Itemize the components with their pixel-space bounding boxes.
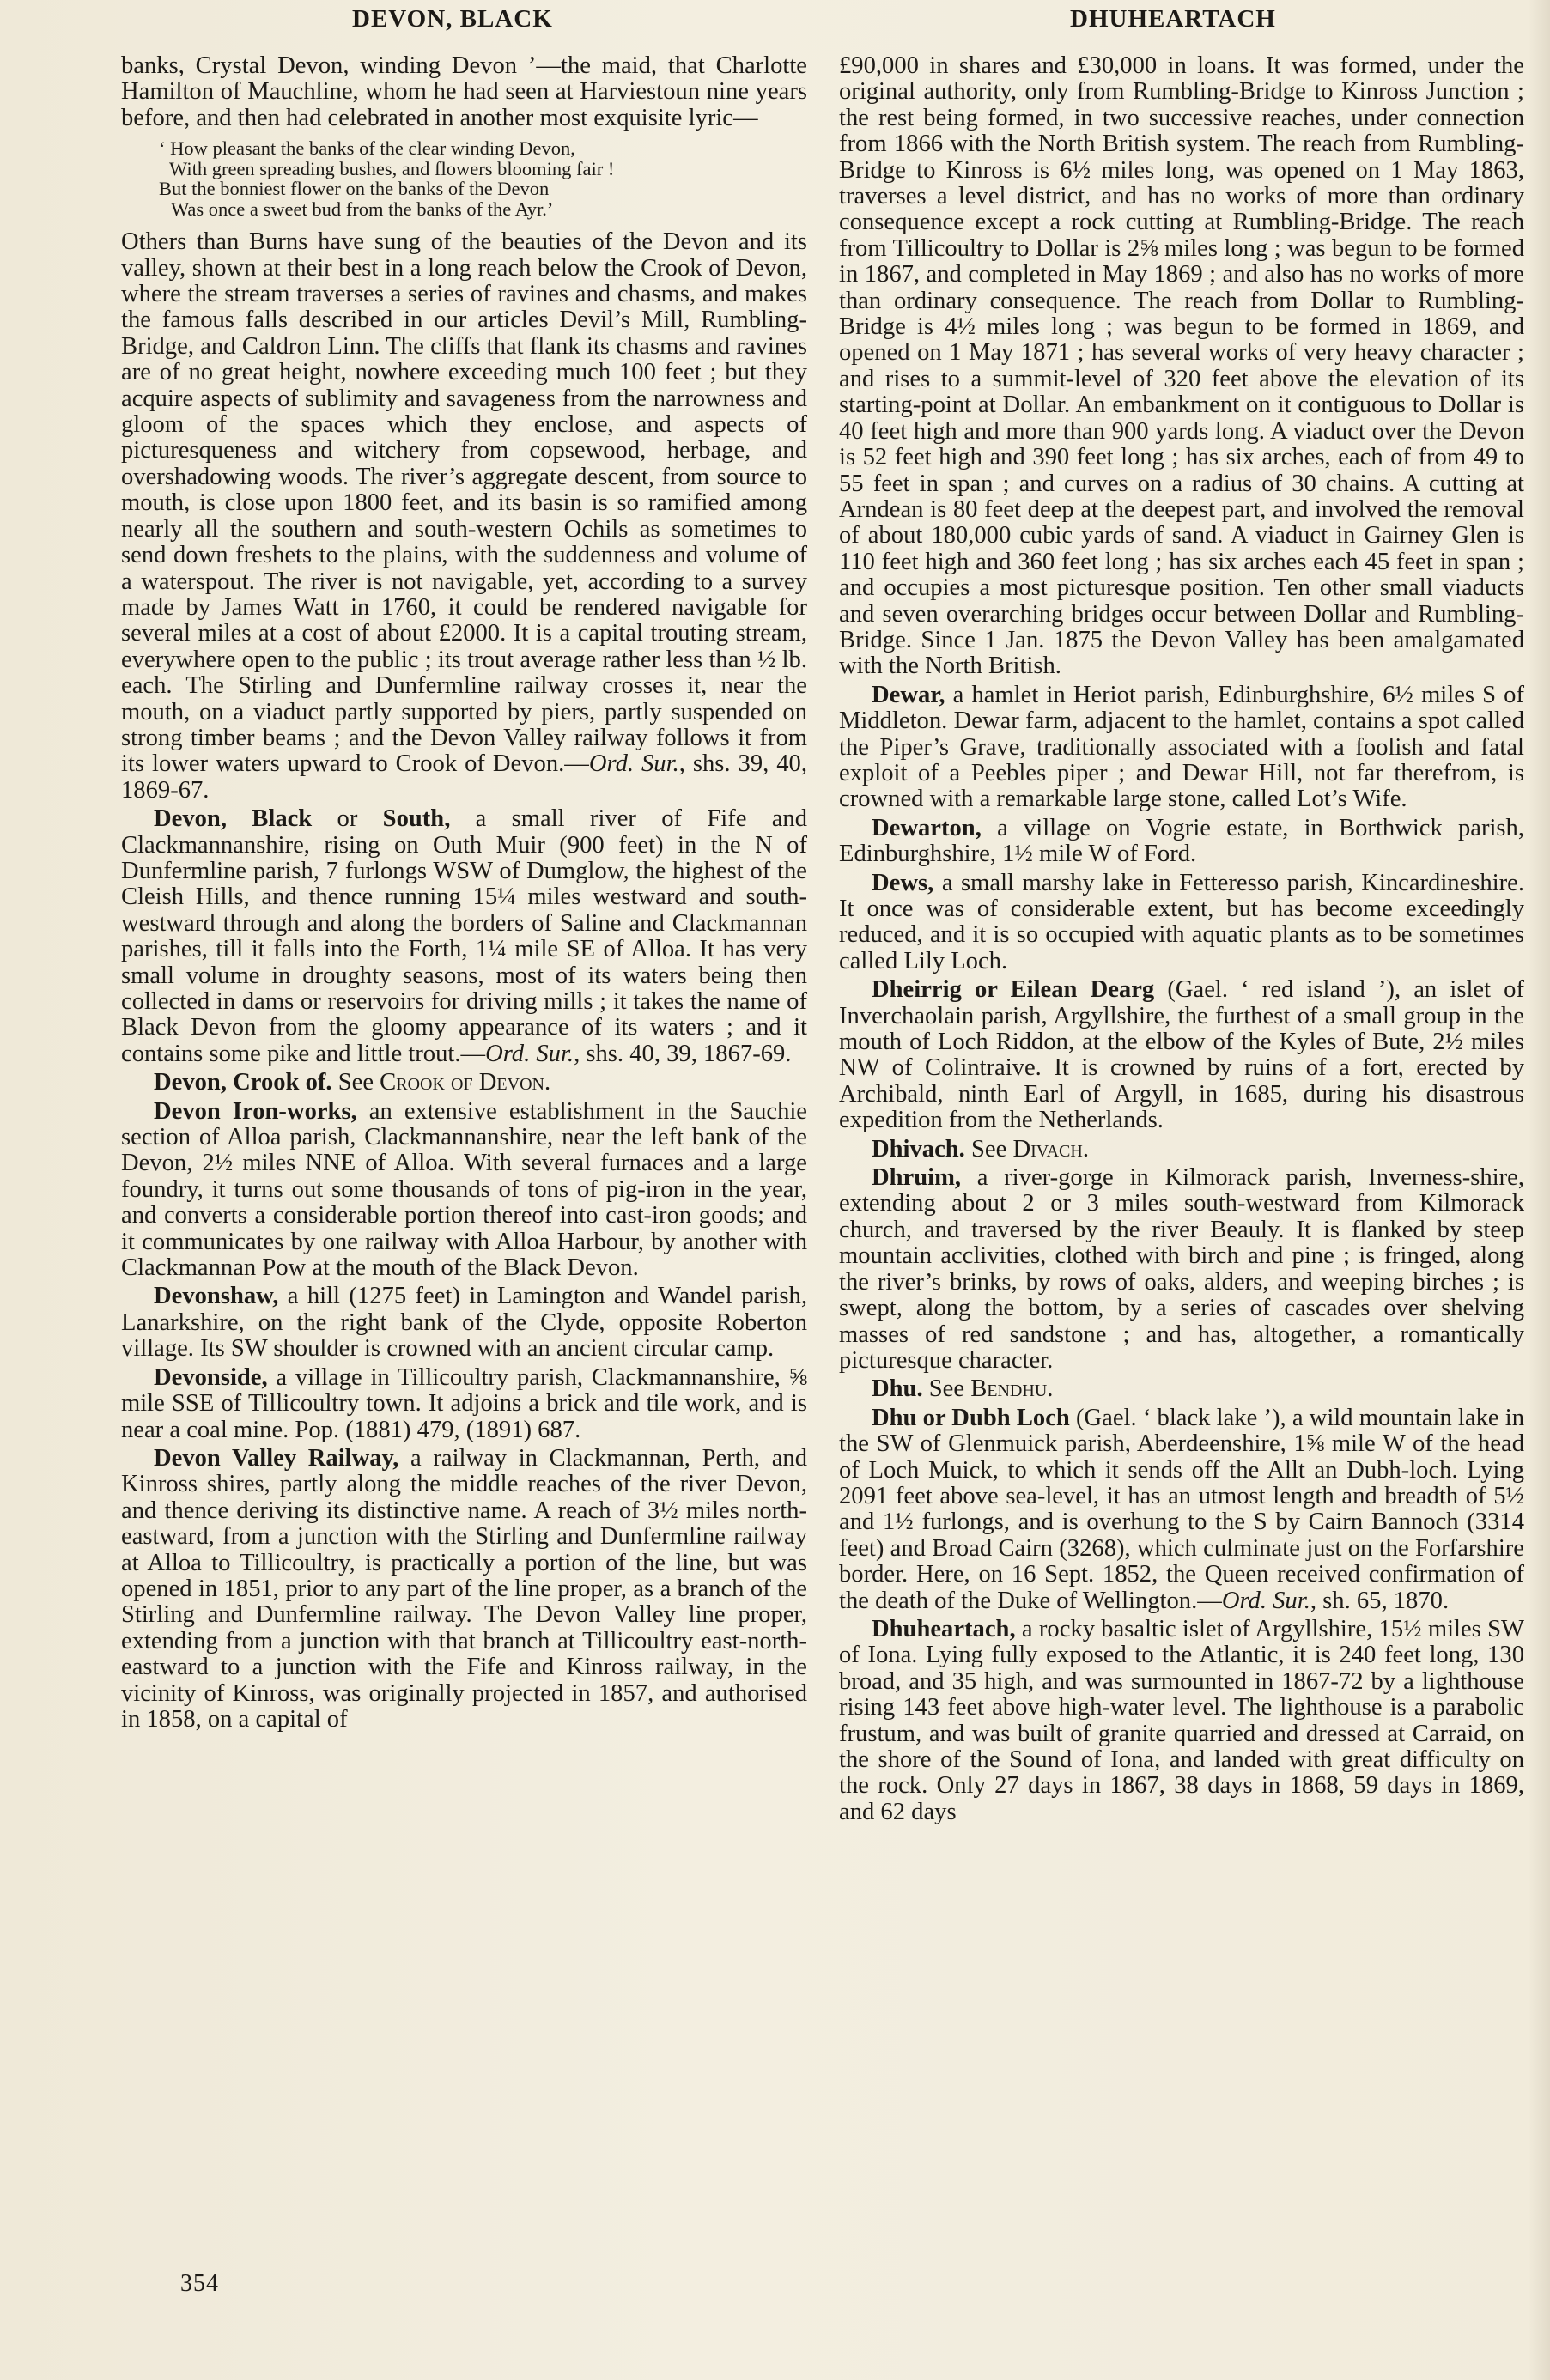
entry-devon-black	[121, 806, 807, 1067]
entry-text: a small marshy lake in Fetteresso parish, Kincardineshire. It once was of considerable extent, but has become exceedingly reduced, and it is so occupied with aquatic plants as to be sometimes called Lily Loch.	[839, 869, 1524, 974]
entry-dewar	[839, 683, 1524, 813]
entry-devonshaw	[121, 1284, 807, 1362]
entry-text: a river-gorge in Kilmorack parish, Inverness-shire, extending about 2 or 3 miles south-westward from Kilmorack church, and traversed by the river Beauly. It is flanked by steep mountain acclivities, clothed with birch and pine ; is fringed, along the river’s brinks, by rows of oaks, alders, and weeping birches ; is swept, along the bottom, by a series of cascades over shelving masses of red sandstone ; and has, altogether, a romantically picturesque character.	[839, 1164, 1524, 1374]
cross-reference: Divach.	[1012, 1135, 1089, 1163]
entry-headword: Devon Iron-works,	[154, 1097, 357, 1125]
paragraph-text: Others than Burns have sung of the beauties of the Devon and its valley, shown at their best in a long reach below the Crook of Devon, where the stream traverses a series of ravines and chasms, and makes the famous falls described in our articles Devil’s Mill, Rumbling-Bridge, and Caldron Linn. The cliffs that flank its chasms and ravines are of no great height, nowhere exceeding much 100 feet ; but they acquire aspects of sublimity and savageness from the narrowness and gloom of the spaces which they enclose, and aspects of picturesqueness and witchery from copsewood, herbage, and overshadowing woods. The river’s aggregate descent, from source to mouth, is close upon 1800 feet, and its basin is so ramified among nearly all the southern and south-western Ochils as sometimes to send down freshets to the plains, with the suddenness and volume of a waterspout. The river is not navigable, yet, according to a survey made by James Watt in 1760, it could be rendered navigable for several miles at a cost of about £2000. It is a capital trouting stream, everywhere open to the public ; its trout average rather less than ½ lb. each. The Stirling and Dunfermline railway crosses it, near the mouth, on a viaduct partly supported by piers, partly suspended on strong timber beams ; and the Devon Valley railway follows it from its lower waters upward to Crook of Devon.—	[121, 228, 807, 778]
verse-line: But the bonniest flower on the banks of the Devon	[159, 178, 550, 200]
left-column	[121, 53, 807, 1735]
entry-headword: Dhu or Dubh Loch	[872, 1404, 1070, 1431]
entry-headword: Devonshaw,	[154, 1283, 279, 1310]
entry-headword: Devon Valley Railway,	[154, 1444, 399, 1472]
right-column	[839, 53, 1524, 1828]
entry-headword: Dhivach.	[872, 1135, 965, 1163]
entry-headword: Dheirrig or Eilean Dearg	[872, 976, 1155, 1004]
entry-text: a railway in Clackmannan, Perth, and Kinross shires, partly along the middle reaches of the river Devon, and thence deriving its distinctive name. A reach of 3½ miles north-eastward, from a junction with the Stirling and Dunfermline railway at Alloa to Tillicoultry, is practically a portion of the line, but was opened in 1851, prior to any part of the line proper, as a branch of the Stirling and Dunfermline railway. The Devon Valley line proper, extending from a junction with that branch at Tillicoultry east-north-eastward to a junction with the Fife and Kinross railway, in the vicinity of Kinross, was originally projected in 1857, and authorised in 1858, on a capital of	[121, 1444, 807, 1733]
entry-dhuheartach	[839, 1617, 1524, 1825]
entry-dhu-loch	[839, 1406, 1524, 1614]
entry-text: See	[331, 1069, 380, 1096]
entry-headword: Dhruim,	[872, 1164, 962, 1192]
entry-dews	[839, 871, 1524, 975]
entry-devonside	[121, 1365, 807, 1443]
entry-headword: Devon, Crook of.	[154, 1069, 332, 1096]
entry-text: (Gael. ‘ black lake ’), a wild mountain lake in the SW of Glenmuick parish, Aberdeenshire, 1⅝ mile W of the head of Loch Muick, to which it sends off the Allt an Dubh-loch. Lying 2091 feet above sea-level, it has an utmost length and breadth of 5½ and 1½ furlongs, and is overhung to the S by Cairn Bannoch (3314 feet) and Broad Cairn (3268), which culminate just on the Forfarshire border. Here, on 16 Sept. 1852, the Queen received confirmation of the death of the Duke of Wellington.—	[839, 1404, 1524, 1614]
entry-dheirrig	[839, 977, 1524, 1133]
page-edge-shadow	[1528, 0, 1550, 2380]
entry-headword: Dhu.	[872, 1375, 923, 1403]
entry-headword: Dhuheartach,	[872, 1615, 1016, 1642]
running-head-left: DEVON, BLACK	[352, 5, 553, 33]
ordnance-survey-ref: Ord. Sur.	[588, 750, 679, 778]
entry-headword: Dewar,	[872, 681, 945, 708]
entry-headword-alt: South,	[382, 805, 451, 833]
cross-reference: Crook of Devon.	[380, 1069, 551, 1096]
entry-headword: Devon, Black	[154, 805, 313, 833]
entry-text: a hamlet in Heriot parish, Edinburghshire, 6½ miles S of Middleton. Dewar farm, adjacent to the hamlet, contains a spot called the Piper’s Grave, traditionally associated with a foolish and fatal exploit of a Peebles piper ; and Dewar Hill, not far therefrom, is crowned with a remarkable large stone, called Lot’s Wife.	[839, 681, 1524, 813]
entry-devon-crook	[121, 1070, 807, 1096]
ordnance-survey-ref: Ord. Sur.	[485, 1040, 574, 1067]
entry-devon-iron-works	[121, 1099, 807, 1282]
page-number: 354	[180, 2270, 219, 2297]
running-head-right: DHUHEARTACH	[1070, 5, 1276, 33]
verse-line: With green spreading bushes, and flowers blooming fair !	[169, 157, 615, 179]
entry-text: See	[922, 1375, 971, 1403]
verse-line: Was once a sweet bud from the banks of the Ayr.’	[171, 197, 554, 220]
entry-text: a rocky basaltic islet of Argyllshire, 15½ miles SW of Iona. Lying fully exposed to the Atlantic, it is 240 feet long, 130 broad, and 35 high, and was surmounted in 1867-72 by a lighthouse rising 143 feet above high-water level. The lighthouse is a parabolic frustum, and was built of granite quarried and dressed at Carraid, on the shore of the Sound of Iona, and landed with great difficulty on the rock. Only 27 days in 1867, 38 days in 1868, 59 days in 1869, and 62 days	[839, 1615, 1524, 1825]
entry-devon-valley-railway	[121, 1446, 807, 1733]
entry-text: a hill (1275 feet) in Lamington and Wandel parish, Lanarkshire, on the right bank of the Clyde, opposite Roberton village. Its SW shoulder is crowned with an ancient circular camp.	[121, 1283, 807, 1363]
entry-tail: , shs. 40, 39, 1867-69.	[574, 1040, 792, 1067]
entry-text: See	[964, 1135, 1013, 1163]
entry-text: a village in Tillicoultry parish, Clackmannanshire, ⅝ mile SSE of Tillicoultry town. It adjoins a brick and tile work, and is near a coal mine. Pop. (1881) 479, (1891) 687.	[121, 1363, 807, 1443]
entry-text: an extensive establishment in the Sauchie section of Alloa parish, Clackmannanshire, near the left bank of the Devon, 2½ miles NNE of Alloa. With several furnaces and a large foundry, it turns out some thousands of tons of pig-iron in the year, and converts a considerable portion thereof into cast-iron goods; and it communicates by one railway with Alloa Harbour, by another with Clackmannan Pow at the mouth of the Black Devon.	[121, 1097, 807, 1282]
entry-dewarton	[839, 816, 1524, 868]
entry-headword: Devonside,	[154, 1363, 268, 1391]
paragraph-tail: , shs. 39, 40, 1869-67.	[121, 750, 807, 804]
verse-quotation	[159, 138, 807, 219]
continuation-paragraph: £90,000 in shares and £30,000 in loans. It was formed, under the original authority, only from Rumbling-Bridge to Kinross Junction ; the rest being formed, in two successive reaches, under connection from 1866 with the North British system. The reach from Rumbling-Bridge to Kinross is 6½ miles long, was opened on 1 May 1863, traverses a level district, and has no works of more than ordinary consequence except a rock cutting at Rumbling-Bridge. The reach from Tillicoultry to Dollar is 2⅝ miles long ; was begun to be formed in 1867, and completed in May 1869 ; and also has no works of more than ordinary consequence. The reach from Dollar to Rumbling-Bridge is 4½ miles long ; was begun to be formed in 1869, and opened on 1 May 1871 ; has several works of very heavy character ; and rises to a summit-level of 320 feet above the elevation of its starting-point at Dollar. An embankment on it contiguous to Dollar is 40 feet high and more than 900 yards long. A viaduct over the Devon is 52 feet high and 390 feet long ; has six arches, each of from 49 to 55 feet in span ; and curves on a radius of 30 chains. A cutting at Arndean is 80 feet deep at the deepest part, and involved the removal of about 180,000 cubic yards of sand. A viaduct in Gairney Glen is 110 feet high and 360 feet long ; has six arches each 45 feet in span ; and occupies a most picturesque position. Ten other small viaducts and seven overarching bridges occur between Dollar and Rumbling-Bridge. Since 1 Jan. 1875 the Devon Valley has been amalgamated with the North British.	[839, 52, 1524, 680]
entry-headword: Dewarton,	[872, 814, 982, 841]
verse-line: ‘ How pleasant the banks of the clear winding Devon,	[159, 137, 575, 160]
continuation-paragraph: banks, Crystal Devon, winding Devon ’—the maid, that Charlotte Hamilton of Mauchline, whom he had seen at Harviestoun nine years before, and then had celebrated in another most exquisite lyric—	[121, 52, 807, 131]
entry-text: a small river of Fife and Clackmannanshire, rising on Outh Muir (900 feet) in the N of Dunfermline parish, 7 furlongs WSW of Dumglow, the highest of the Cleish Hills, and thence running 15¼ miles westward and south-westward through and along the borders of Saline and Clackmannan parishes, till it falls into the Forth, 1¼ mile SE of Alloa. It has very small volume in droughty seasons, most of its waters being then collected in dams or reservoirs for driving mills ; it takes the name of Black Devon from the gloomy appearance of its waters ; and it contains some pike and little trout.—	[121, 805, 808, 1067]
entry-text: (Gael. ‘ red island ’), an islet of Inverchaolain parish, Argyllshire, the furthest of a small group in the mouth of Loch Riddon, at the elbow of the Kyles of Bute, 2½ miles NW of Colintraive. It is crowned by ruins of a fort, erected by Archibald, ninth Earl of Argyll, in 1685, during his disastrous expedition from the Netherlands.	[839, 976, 1524, 1134]
entry-text: a village on Vogrie estate, in Borthwick parish, Edinburghshire, 1½ mile W of Ford.	[839, 814, 1524, 868]
body-paragraph	[121, 229, 807, 804]
entry-dhruim	[839, 1165, 1524, 1374]
cross-reference: Bendhu.	[970, 1375, 1054, 1403]
entry-connector: or	[312, 805, 383, 833]
entry-dhivach	[839, 1137, 1524, 1163]
entry-tail: , sh. 65, 1870.	[1310, 1587, 1450, 1614]
entry-dhu	[839, 1376, 1524, 1402]
entry-headword: Dews,	[872, 869, 934, 896]
ordnance-survey-ref: Ord. Sur.	[1221, 1587, 1310, 1614]
